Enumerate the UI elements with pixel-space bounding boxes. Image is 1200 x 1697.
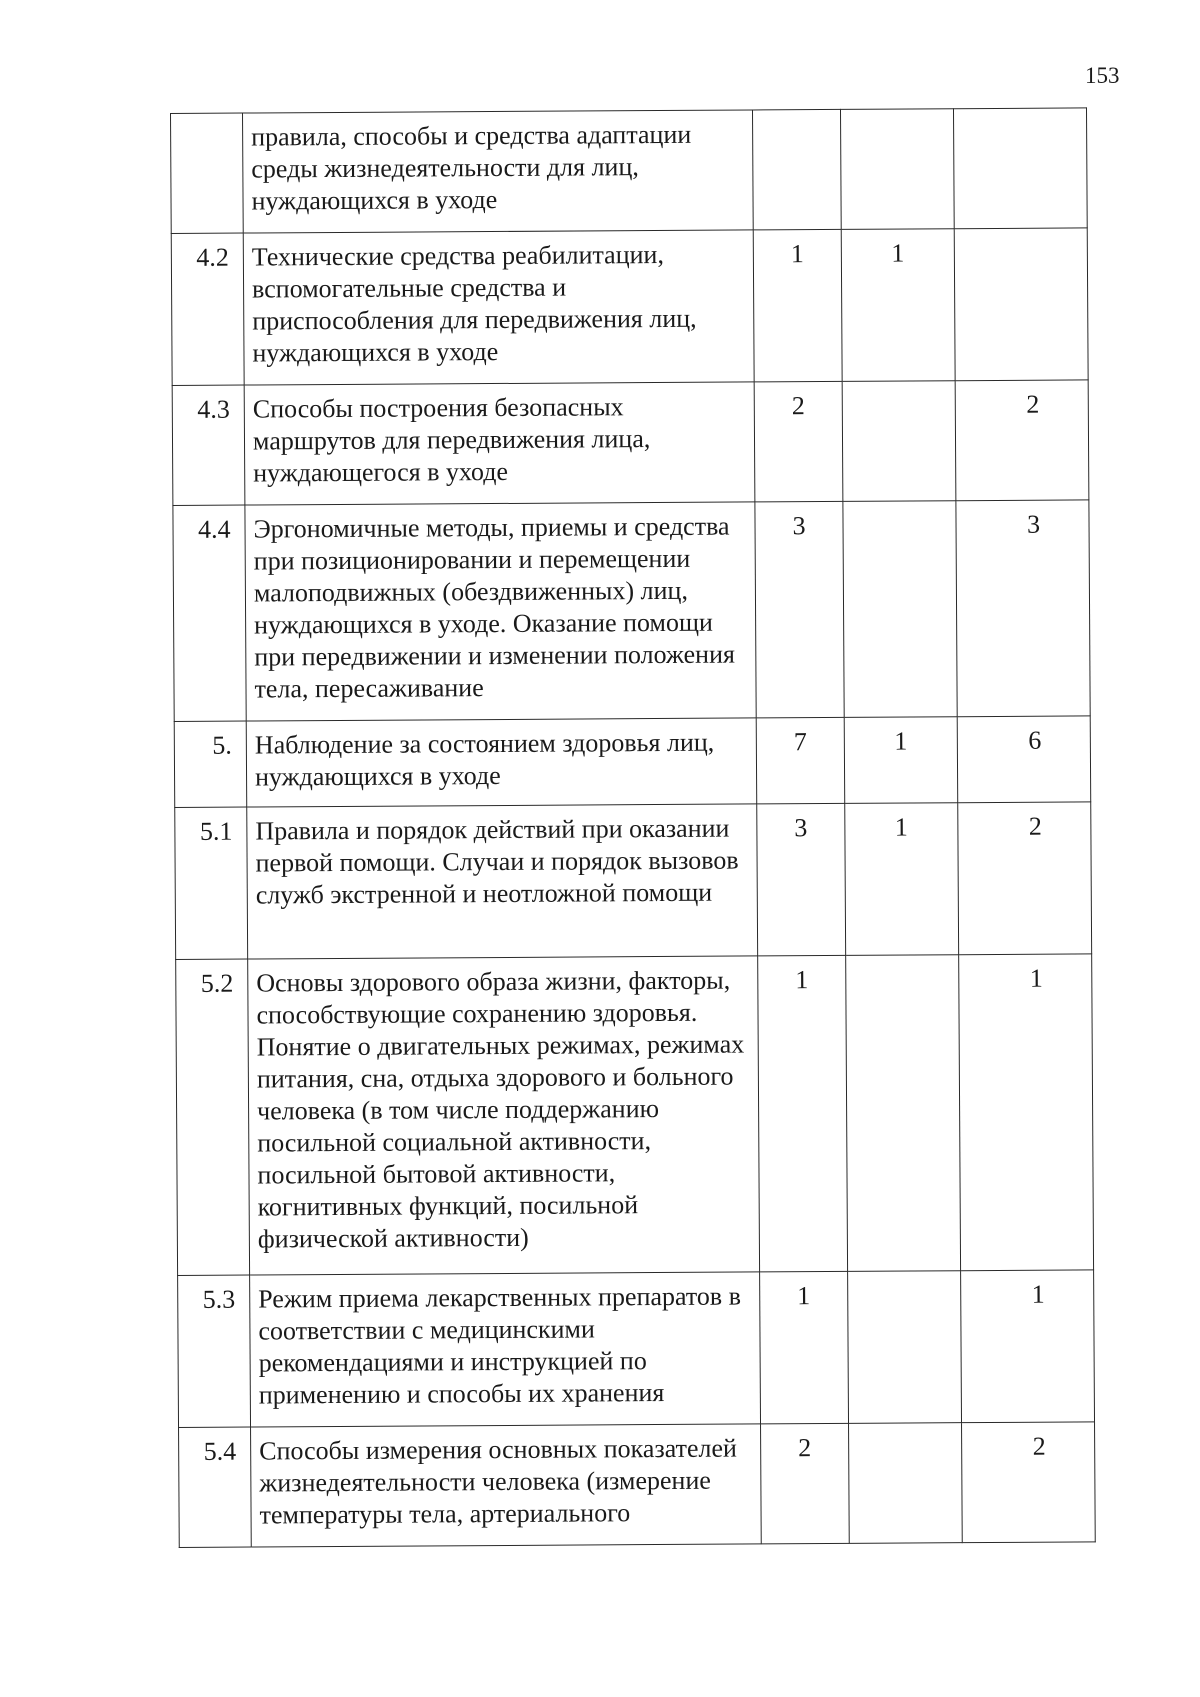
row-theory-hours bbox=[848, 1271, 962, 1424]
row-theory-hours bbox=[842, 381, 956, 502]
row-theory-hours bbox=[846, 955, 961, 1272]
row-theory-hours: 1 bbox=[845, 803, 959, 956]
row-practice-hours: 3 bbox=[956, 500, 1090, 717]
row-practice-hours bbox=[953, 108, 1087, 229]
row-practice-hours: 1 bbox=[961, 1270, 1095, 1423]
row-practice-hours: 2 bbox=[955, 380, 1089, 501]
table-row bbox=[174, 716, 1091, 808]
row-theory-hours bbox=[843, 501, 957, 718]
table-row bbox=[173, 500, 1090, 722]
row-number: 5. bbox=[174, 721, 247, 807]
row-theory-hours bbox=[840, 109, 954, 230]
row-practice-hours: 2 bbox=[962, 1422, 1096, 1543]
row-number: 5.2 bbox=[176, 959, 250, 1275]
row-practice-hours: 2 bbox=[958, 802, 1092, 955]
row-total-hours: 1 bbox=[760, 1271, 849, 1424]
curriculum-table-body bbox=[171, 108, 1096, 1548]
row-number bbox=[171, 113, 244, 233]
row-number: 4.3 bbox=[172, 385, 245, 505]
row-practice-hours bbox=[954, 228, 1088, 381]
table-row bbox=[179, 1422, 1096, 1548]
row-theory-hours bbox=[849, 1423, 963, 1544]
row-topic: Наблюдение за состоянием здоровья лиц, нуждающихся в уходе bbox=[246, 718, 757, 807]
table-row bbox=[176, 954, 1094, 1276]
row-total-hours: 1 bbox=[753, 229, 842, 382]
row-topic: Основы здорового образа жизни, факторы, способствующие сохранению здоровья. Понятие о двигательных режимах, режимах питания, сна, отдыха здорового и больного человека (в том числе поддержанию посильной социальной активности, посильной бытовой активности, когнитивных функций, посильной физической активности) bbox=[248, 956, 760, 1275]
row-topic: правила, способы и средства адаптации среды жизнедеятельности для лиц, нуждающихся в уходе bbox=[243, 110, 754, 233]
row-total-hours: 7 bbox=[756, 717, 845, 804]
table-row bbox=[171, 228, 1088, 386]
row-topic: Правила и порядок действий при оказании первой помощи. Случаи и порядок вызовов служб экстренной и неотложной помощи bbox=[247, 804, 758, 959]
row-number: 5.1 bbox=[175, 807, 248, 959]
table-row bbox=[172, 380, 1089, 506]
row-total-hours: 1 bbox=[758, 955, 848, 1272]
row-topic: Режим приема лекарственных препаратов в соответствии с медицинскими рекомендациями и инструкцией по применению и способы их хранения bbox=[250, 1272, 761, 1427]
row-total-hours: 3 bbox=[755, 501, 844, 718]
row-practice-hours: 1 bbox=[959, 954, 1094, 1271]
row-number: 5.4 bbox=[179, 1427, 252, 1547]
row-topic: Эргономичные методы, приемы и средства при позиционировании и перемещении малоподвижных (обездвиженных) лиц, нуждающихся в уходе. Оказание помощи при передвижении и изменении положения тела, пересаживание bbox=[245, 502, 756, 721]
page-number: 153 bbox=[1085, 63, 1120, 88]
row-total-hours: 2 bbox=[754, 381, 843, 502]
table-row bbox=[175, 802, 1092, 960]
row-theory-hours: 1 bbox=[841, 229, 955, 382]
row-total-hours bbox=[752, 109, 841, 230]
row-practice-hours: 6 bbox=[957, 716, 1091, 803]
row-total-hours: 3 bbox=[757, 803, 846, 956]
row-total-hours: 2 bbox=[761, 1423, 850, 1544]
table-row bbox=[178, 1270, 1095, 1428]
curriculum-table bbox=[170, 107, 1096, 1548]
row-number: 4.2 bbox=[171, 233, 244, 385]
row-theory-hours: 1 bbox=[844, 717, 958, 804]
row-topic: Способы измерения основных показателей жизнедеятельности человека (измерение температуры тела, артериального bbox=[251, 1424, 762, 1547]
row-number: 4.4 bbox=[173, 505, 246, 721]
row-topic: Способы построения безопасных маршрутов для передвижения лица, нуждающегося в уходе bbox=[244, 382, 755, 505]
table-row bbox=[171, 108, 1088, 234]
row-number: 5.3 bbox=[178, 1275, 251, 1427]
row-topic: Технические средства реабилитации, вспомогательные средства и приспособления для передвижения лиц, нуждающихся в уходе bbox=[243, 230, 754, 385]
